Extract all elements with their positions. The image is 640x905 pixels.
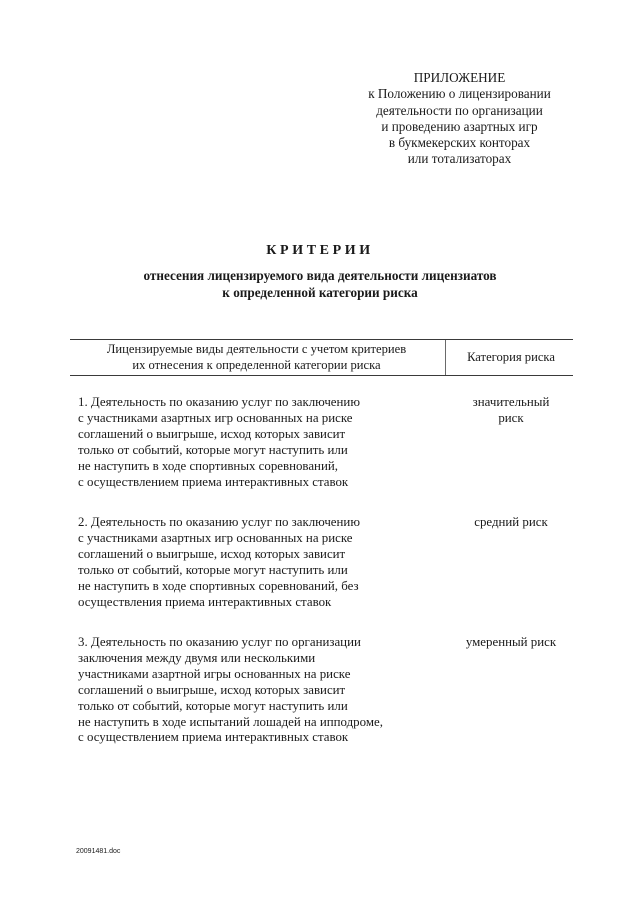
appendix-line: к Положению о лицензировании: [368, 86, 551, 102]
appendix-line: деятельности по организации: [376, 102, 543, 118]
header-line: Лицензируемые виды деятельности с учетом критериев: [106, 342, 407, 356]
activity-line: только от событий, которые могут наступить или: [78, 698, 348, 713]
activity-line: не наступить в ходе спортивных соревнований,: [78, 458, 338, 473]
activity-line: не наступить в ходе спортивных соревнований, без: [78, 578, 359, 593]
table-header-rule: [70, 375, 573, 376]
activity-line: соглашений о выигрыше, исход которых зависит: [78, 426, 346, 441]
table-header-activities: [70, 342, 443, 373]
risk-category: [446, 395, 576, 427]
header-line: их отнесения к определенной категории риска: [132, 357, 381, 372]
file-name-footer: 20091481.doc: [76, 848, 121, 855]
activity-line: 2. Деятельность по оказанию услуг по заключению: [78, 515, 360, 529]
activity-line: заключения между двумя или несколькими: [78, 650, 316, 665]
activity-line: только от событий, которые могут наступить или: [78, 562, 348, 577]
risk-category-line: средний риск: [474, 515, 548, 529]
activity-line: соглашений о выигрыше, исход которых зависит: [78, 546, 346, 561]
appendix-line: в букмекерских конторах: [388, 135, 531, 151]
risk-category-line: значительный: [472, 395, 550, 409]
activity-line: с участниками азартных игр основанных на риске: [78, 410, 353, 425]
appendix-line: или тотализаторах: [407, 151, 512, 167]
activity-line: соглашений о выигрыше, исход которых зависит: [78, 682, 346, 697]
document-subheading: [0, 268, 640, 301]
activity-line: с осуществлением приема интерактивных ставок: [78, 730, 349, 745]
activity-line: 1. Деятельность по оказанию услуг по заключению: [78, 395, 360, 409]
risk-category: [446, 515, 576, 531]
activity-description: [78, 635, 443, 746]
risk-category-line: риск: [498, 410, 524, 425]
document-heading: КРИТЕРИИ: [266, 243, 374, 258]
table-header-risk-category: Категория риска: [467, 350, 555, 364]
activity-line: не наступить в ходе испытаний лошадей на ипподроме,: [78, 714, 383, 729]
activity-line: с осуществлением приема интерактивных ставок: [78, 474, 349, 489]
appendix-block: [322, 70, 597, 168]
activity-line: 3. Деятельность по оказанию услуг по организации: [78, 635, 361, 649]
risk-category-line: умеренный риск: [465, 635, 557, 649]
activity-line: участниками азартной игры основанных на риске: [78, 666, 351, 681]
activity-line: осуществления приема интерактивных ставок: [78, 594, 332, 609]
activity-description: [78, 515, 443, 610]
activity-description: [78, 395, 443, 490]
appendix-line: и проведению азартных игр: [381, 118, 538, 134]
appendix-line-title: ПРИЛОЖЕНИЕ: [413, 70, 506, 85]
risk-category: [446, 635, 576, 651]
activity-line: с участниками азартных игр основанных на риске: [78, 530, 353, 545]
table-top-rule: [70, 339, 573, 340]
subheading-line: к определенной категории риска: [222, 284, 418, 300]
subheading-line: отнесения лицензируемого вида деятельности лицензиатов: [143, 268, 497, 283]
activity-line: только от событий, которые могут наступить или: [78, 442, 348, 457]
